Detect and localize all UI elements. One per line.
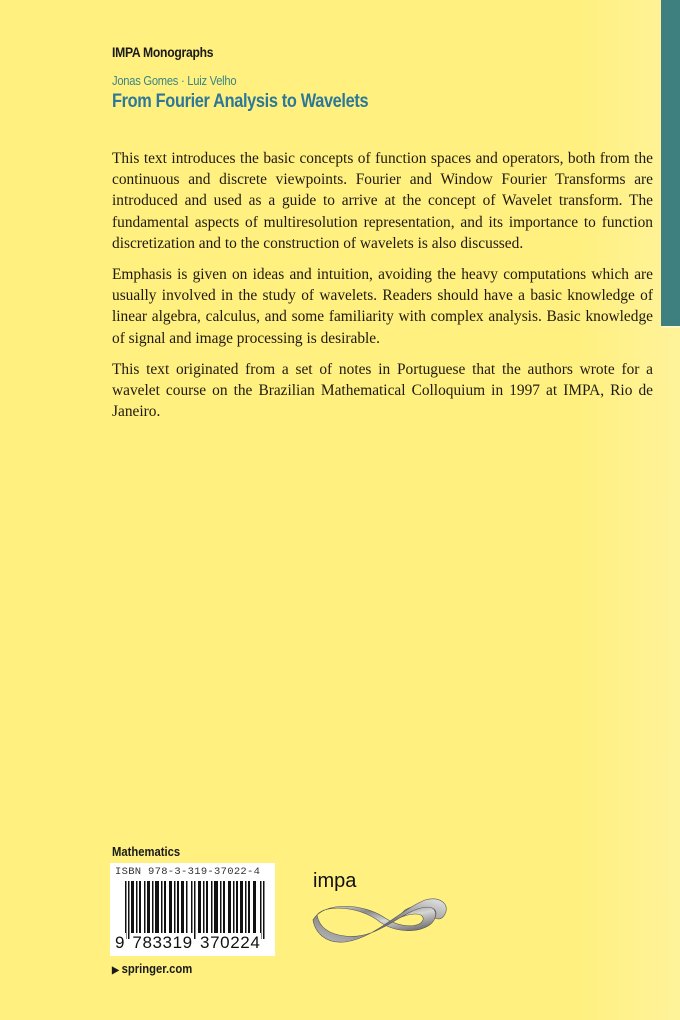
spine-color-strip bbox=[661, 0, 680, 328]
isbn-label: ISBN 978-3-319-37022-4 bbox=[115, 866, 261, 878]
back-cover-blurb bbox=[112, 148, 653, 432]
impa-logo-text: impa bbox=[313, 870, 357, 892]
barcode-digit-group: 9 bbox=[115, 933, 126, 952]
isbn-barcode bbox=[110, 863, 275, 956]
blurb-paragraph: Emphasis is given on ideas and intuition, avoiding the heavy computations which are usually involved in the study of wavelets. Readers should have a basic knowledge of linear algebra, calculus, and some familiarity with complex analysis. Basic knowledge of signal and image processing is desirable. bbox=[112, 266, 653, 347]
publisher-link-text[interactable]: springer.com bbox=[121, 962, 193, 976]
impa-logo bbox=[305, 870, 455, 950]
subject-category: Mathematics bbox=[112, 845, 181, 859]
arrow-right-icon: ▶ bbox=[112, 965, 119, 976]
barcode-digit-group: 783319 bbox=[132, 933, 193, 952]
barcode-bars-icon bbox=[125, 881, 265, 939]
blurb-paragraph: This text originated from a set of notes in Portuguese that the authors wrote for a wavelet course on the Brazilian Mathematical Colloquium in 1997 at IMPA, Rio de Janeiro. bbox=[112, 360, 653, 421]
book-title: From Fourier Analysis to Wavelets bbox=[112, 91, 369, 112]
mobius-strip-icon bbox=[305, 870, 455, 950]
barcode-digit-group: 370224 bbox=[200, 933, 261, 952]
publisher-link[interactable] bbox=[112, 962, 192, 976]
blurb-paragraph: This text introduces the basic concepts of function spaces and operators, both from the continuous and discrete viewpoints. Fourier and Window Fourier Transforms are introduced and used as a guide to arrive at the concept of Wavelet transform. The fundamental aspects of multiresolution representation, and its importance to function discretization and to the construction of wavelets is also discussed. bbox=[112, 150, 653, 252]
barcode-digits bbox=[114, 933, 261, 953]
book-authors: Jonas Gomes · Luiz Velho bbox=[112, 73, 237, 88]
series-name: IMPA Monographs bbox=[112, 45, 214, 60]
